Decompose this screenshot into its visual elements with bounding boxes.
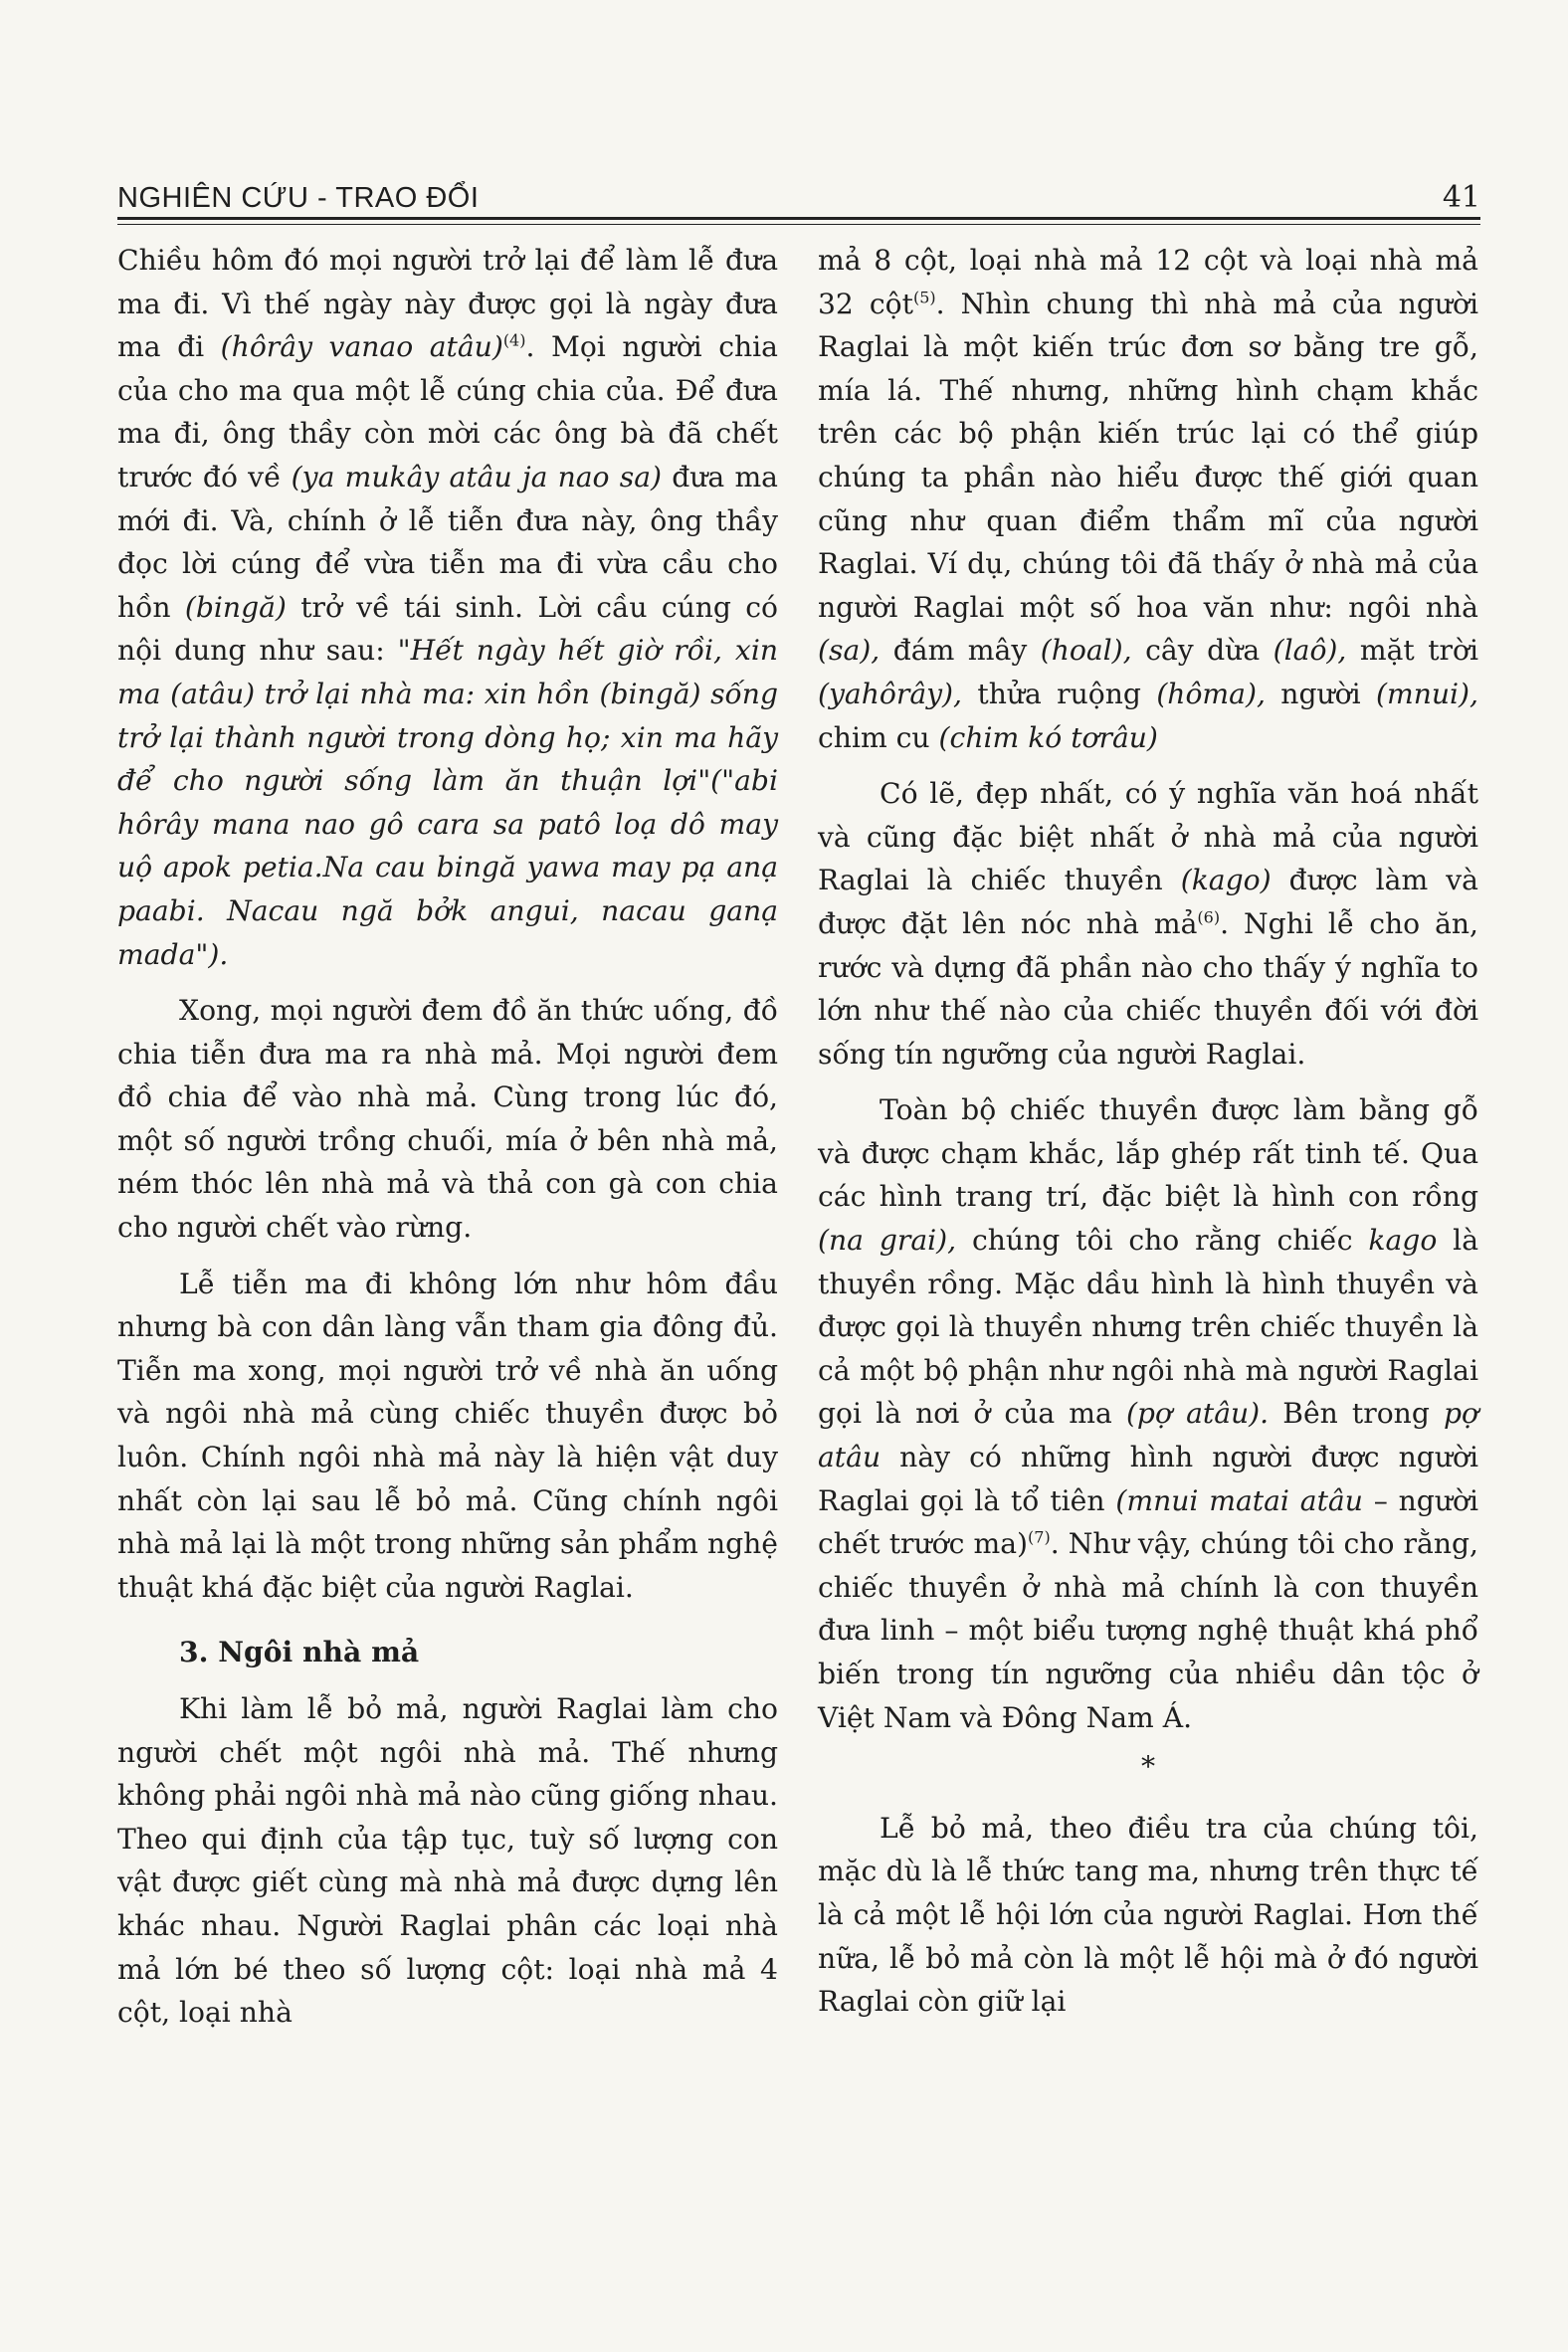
paragraph: Lễ bỏ mả, theo điều tra của chúng tôi, mặc dù là lễ thức tang ma, nhưng trên thực tế là cả một lễ hội lớn của người Raglai. Hơn thế nữa, lễ bỏ mả còn là một lễ hội mà ở đó người Raglai còn giữ lại bbox=[818, 1811, 1478, 2019]
header-rule-thick bbox=[117, 217, 1480, 220]
page-number: 41 bbox=[1442, 180, 1480, 215]
section-separator: * bbox=[1140, 1750, 1156, 1784]
header-rule-thin bbox=[117, 224, 1480, 225]
paragraph: Toàn bộ chiếc thuyền được làm bằng gỗ và được chạm khắc, lắp ghép rất tinh tế. Qua các hình trang trí, đặc biệt là hình con rồng (na grai), chúng tôi cho rằng chiếc kago là thuyền rồng. Mặc dầu hình là hình thuyền và được gọi là thuyền nhưng trên chiếc thuyền là cả một bộ phận như ngôi nhà mà người Raglai gọi là nơi ở của ma (pợ atâu). Bên trong pợ atâu này có những hình người được người Raglai gọi là tổ tiên (mnui matai atâu – người chết trước ma)$^{(7)}$. Như vậy, chúng tôi cho rằng, chiếc thuyền ở nhà mả chính là con thuyền đưa linh – một biểu tượng nghệ thuật khá phổ biến trong tín ngưỡng của nhiều dân tộc ở Việt Nam và Đông Nam Á. bbox=[818, 1093, 1479, 1734]
section-title: NGHIÊN CỨU - TRAO ĐỔI bbox=[117, 182, 480, 214]
paragraph: mả 8 cột, loại nhà mả 12 cột và loại nhà mả 32 cột$^{(5)}$. Nhìn chung thì nhà mả của người Raglai là một kiến trúc đơn sơ bằng tre gỗ, mía lá. Thế nhưng, những hình chạm khắc trên các bộ phận kiến trúc lại có thể giúp chúng ta phần nào hiểu được thế giới quan cũng như quan điểm thẩm mĩ của người Raglai. Ví dụ, chúng tôi đã thấy ở nhà mả của người Raglai một số hoa văn như: ngôi nhà (sa), đám mây (hoal), cây dừa (laô), mặt trời (yahôrây), thửa ruộng (hôma), người (mnui), chim cu (chim kó tơrâu) bbox=[818, 244, 1479, 754]
paragraph: Lễ tiễn ma đi không lớn như hôm đầu nhưng bà con dân làng vẫn tham gia đông đủ. Tiễn ma xong, mọi người trở về nhà ăn uống và ngôi nhà mả cùng chiếc thuyền được bỏ luôn. Chính ngôi nhà mả này là hiện vật duy nhất còn lại sau lễ bỏ mả. Cũng chính ngôi nhà mả lại là một trong những sản phẩm nghệ thuật khá đặc biệt của người Raglai. bbox=[117, 1267, 778, 1604]
page-header bbox=[117, 169, 1480, 215]
right-column bbox=[818, 239, 1478, 2024]
paragraph: Chiều hôm đó mọi người trở lại để làm lễ đưa ma đi. Vì thế ngày này được gọi là ngày đưa ma đi (hôrây vanao atâu)$^{(4)}$. Mọi người chia của cho ma qua một lễ cúng chia của. Để đưa ma đi, ông thầy còn mời các ông bà đã chết trước đó về (ya mukây atâu ja nao sa) đưa ma mới đi. Và, chính ở lễ tiễn đưa này, ông thầy đọc lời cúng để vừa tiễn ma đi vừa cầu cho hồn (bingă) trở về tái sinh. Lời cầu cúng có nội dung như sau: "Hết ngày hết giờ rồi, xin ma (atâu) trở lại nhà ma: xin hồn (bingă) sống trở lại thành người trong dòng họ; xin ma hãy để cho người sống làm ăn thuận lợi"("abi hôrây mana nao gô cara sa patô loạ dô may uộ apok petia.Na cau bingă yawa may pạ anạ paabi. Nacau ngă bởk angui, nacau ganạ mada"). bbox=[117, 244, 779, 971]
paragraph: Xong, mọi người đem đồ ăn thức uống, đồ chia tiễn đưa ma ra nhà mả. Mọi người đem đồ chia để vào nhà mả. Cùng trong lúc đó, một số người trồng chuối, mía ở bên nhà mả, ném thóc lên nhà mả và thả con gà con chia cho người chết vào rừng. bbox=[117, 994, 778, 1245]
section-heading: 3. Ngôi nhà mả bbox=[179, 1636, 420, 1669]
paragraph: Có lẽ, đẹp nhất, có ý nghĩa văn hoá nhất và cũng đặc biệt nhất ở nhà mả của người Raglai là chiếc thuyền (kago) được làm và được đặt lên nóc nhà mả$^{(6)}$. Nghi lễ cho ăn, rước và dựng đã phần nào cho thấy ý nghĩa to lớn như thế nào của chiếc thuyền đối với đời sống tín ngưỡng của người Raglai. bbox=[818, 777, 1478, 1071]
paragraph: Khi làm lễ bỏ mả, người Raglai làm cho người chết một ngôi nhà mả. Thế nhưng không phải ngôi nhà mả nào cũng giống nhau. Theo qui định của tập tục, tuỳ số lượng con vật được giết cùng mà nhà mả được dựng lên khác nhau. Người Raglai phân các loại nhà mả lớn bé theo số lượng cột: loại nhà mả 4 cột, loại nhà bbox=[117, 1692, 778, 2030]
left-column bbox=[117, 239, 778, 2035]
